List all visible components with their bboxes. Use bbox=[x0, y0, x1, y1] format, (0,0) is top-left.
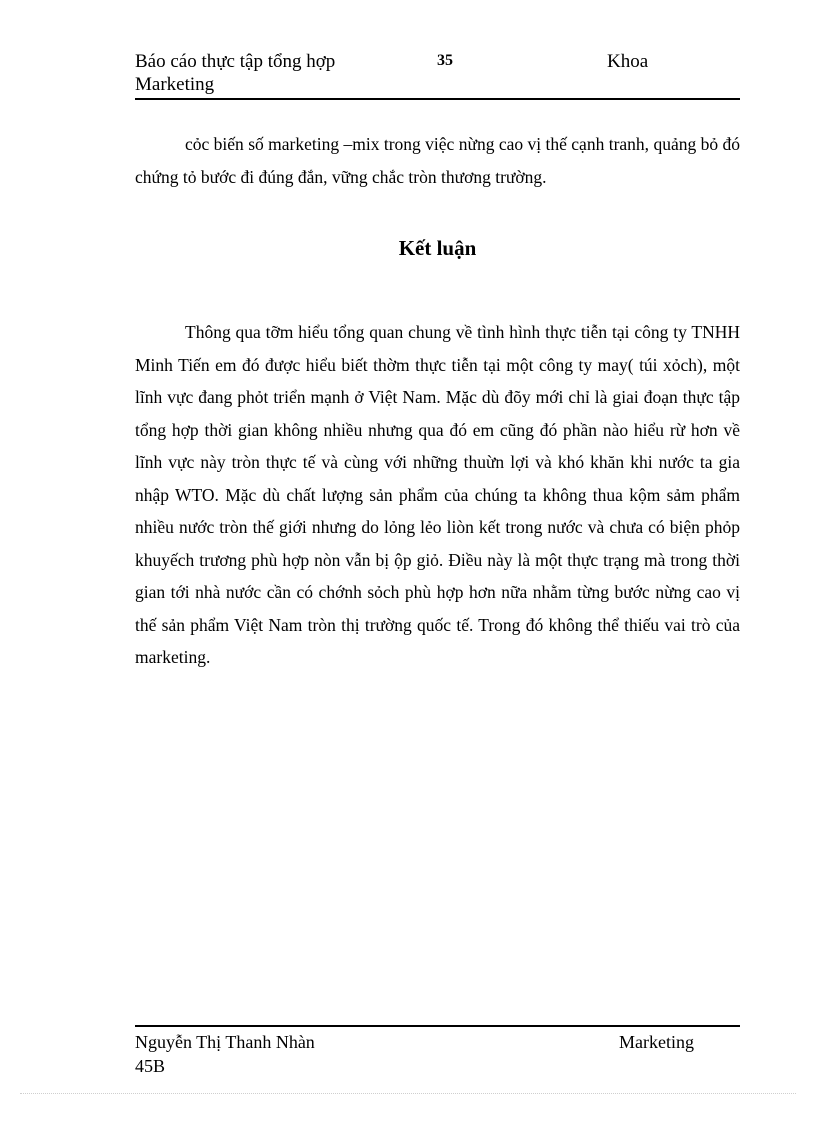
footer-major: Marketing bbox=[619, 1032, 694, 1052]
header-divider bbox=[135, 98, 740, 100]
page-bottom-edge bbox=[20, 1093, 796, 1094]
header-report-title bbox=[135, 50, 335, 96]
header-title-line2: Marketing bbox=[135, 74, 215, 95]
page-number: 35 bbox=[437, 52, 453, 69]
section-title: Kết luận bbox=[398, 236, 477, 260]
footer-author-name: Nguyễn Thị Thanh Nhàn bbox=[135, 1032, 315, 1052]
footer-author-class: 45B bbox=[135, 1056, 166, 1076]
header-title-line1: Báo cáo thực tập tổng hợp bbox=[135, 51, 336, 72]
footer-author bbox=[135, 1030, 315, 1078]
header-faculty: Khoa bbox=[607, 51, 649, 72]
page-header bbox=[135, 50, 740, 100]
intro-paragraph: cỏc biến số marketing –mix trong việc nừng cao vị thế cạnh tranh, quảng bỏ đó chứng tỏ bước đi đúng đắn, vững chắc tròn thương trường. bbox=[135, 134, 740, 187]
page-footer bbox=[135, 1030, 740, 1080]
footer-divider bbox=[135, 1025, 740, 1027]
conclusion-paragraph: Thông qua tỡm hiểu tổng quan chung về tình hình thực tiễn tại công ty TNHH Minh Tiến em đó được hiểu biết thờm thực tiễn tại một công ty may( túi xỏch), một lĩnh vực đang phỏt triển mạnh ở Việt Nam. Mặc dù đõy mới chỉ là giai đoạn thực tập tổng hợp thời gian không nhiều nhưng qua đó em cũng đó phần nào hiểu rừ hơn về lĩnh vực này tròn thực tế và cùng với những thuừn lợi và khó khăn khi nước ta gia nhập WTO. Mặc dù chất lượng sản phẩm của chúng ta không thua kộm sảm phẩm nhiều nước tròn thế giới nhưng do lỏng lẻo liòn kết trong nước và chưa có biện phỏp khuyếch trương phù hợp nòn vẫn bị ộp giỏ. Điều này là một thực trạng mà trong thời gian tới nhà nước cần có chớnh sỏch phù hợp hơn nữa nhằm từng bước nừng cao vị thế sản phẩm Việt Nam tròn thị trường quốc tế. Trong đó không thể thiếu vai trò của marketing. bbox=[135, 322, 740, 667]
